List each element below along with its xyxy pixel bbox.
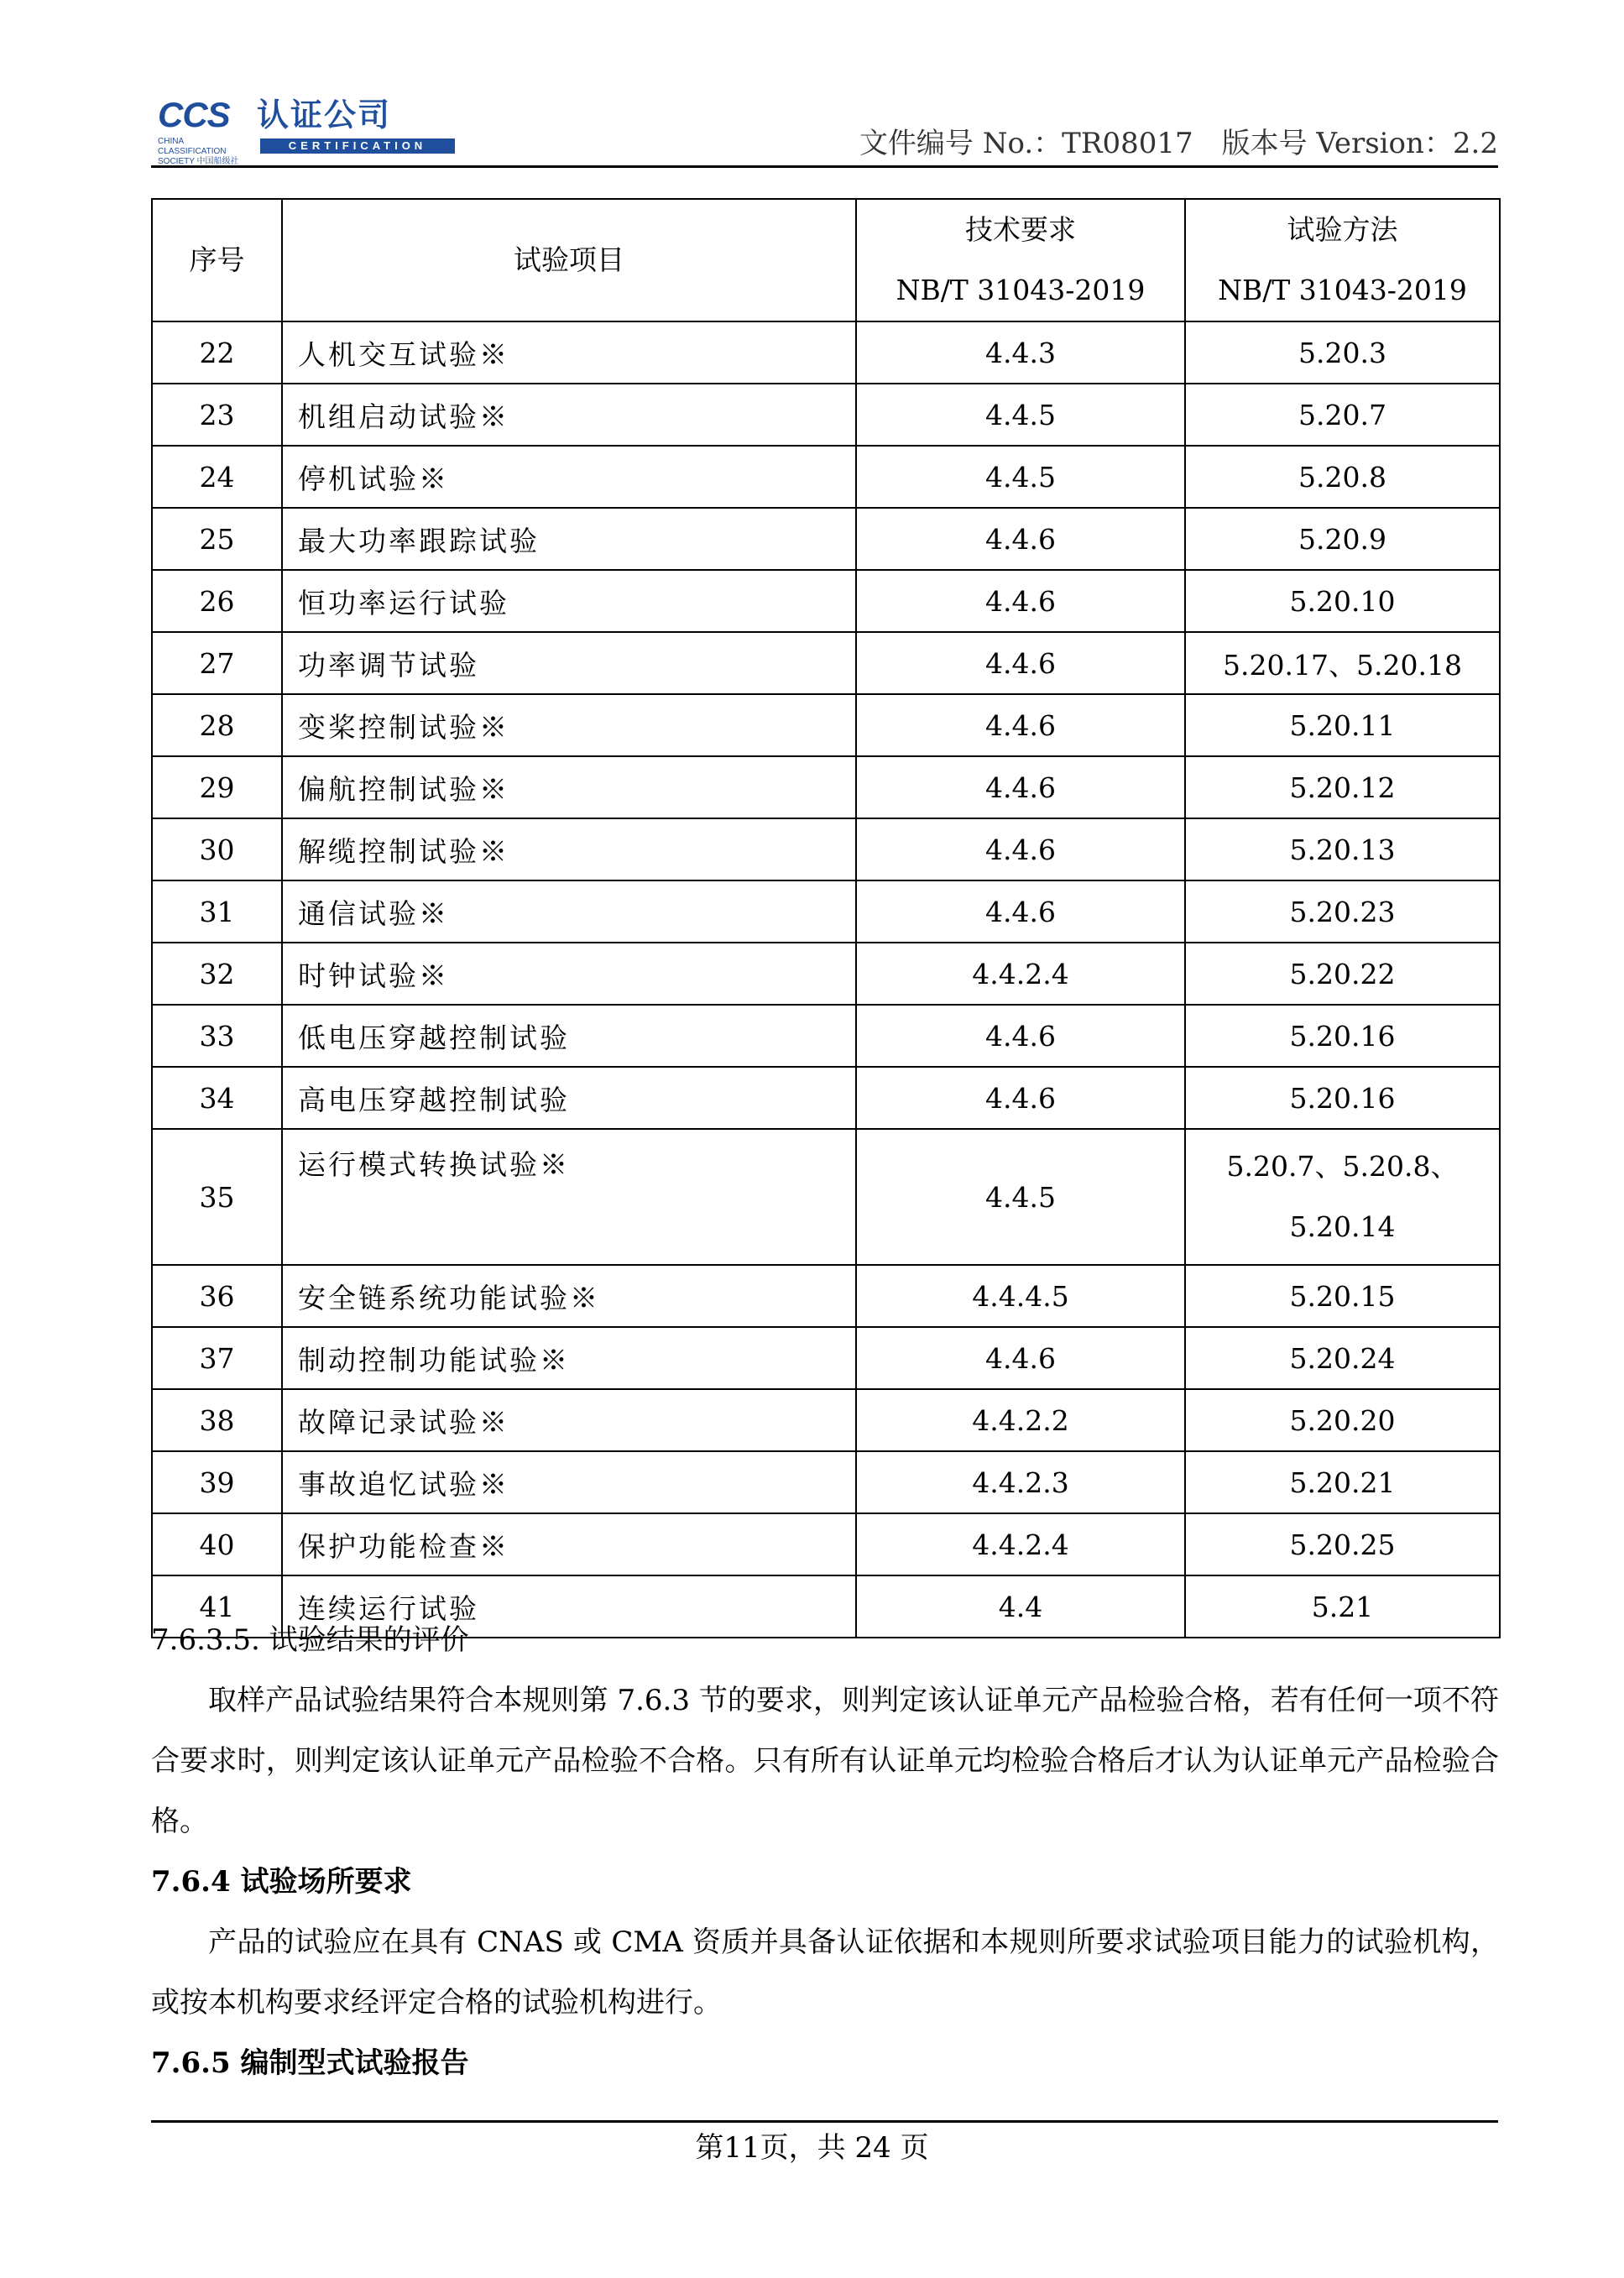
row-method: 5.20.10 — [1185, 570, 1500, 632]
row-requirement: 4.4.2.3 — [856, 1451, 1185, 1513]
row-item: 低电压穿越控制试验 — [282, 1005, 856, 1067]
row-no: 37 — [152, 1327, 282, 1389]
row-item: 恒功率运行试验 — [282, 570, 856, 632]
row-requirement: 4.4.6 — [856, 694, 1185, 756]
section-7635-paragraph: 取样产品试验结果符合本规则第 7.6.3 节的要求，则判定该认证单元产品检验合格，若有任何一项不符合要求时，则判定该认证单元产品检验不合格。只有所有认证单元均检验合格后才认为认证单元产品检验合格。 — [151, 1684, 1499, 1838]
row-method: 5.20.16 — [1185, 1005, 1500, 1067]
row-no: 35 — [152, 1129, 282, 1265]
row-no: 28 — [152, 694, 282, 756]
row-no: 38 — [152, 1389, 282, 1451]
table-row — [152, 1129, 1500, 1265]
row-no: 36 — [152, 1265, 282, 1327]
row-item: 事故追忆试验※ — [282, 1451, 856, 1513]
table-row — [152, 818, 1500, 880]
row-item: 故障记录试验※ — [282, 1389, 856, 1451]
logo-cn-text: 认证公司 — [257, 97, 392, 133]
row-requirement: 4.4.6 — [856, 1005, 1185, 1067]
row-no: 33 — [152, 1005, 282, 1067]
row-requirement: 4.4.6 — [856, 570, 1185, 632]
row-requirement: 4.4 — [856, 1575, 1185, 1638]
row-method: 5.20.16 — [1185, 1067, 1500, 1129]
row-item: 时钟试验※ — [282, 943, 856, 1005]
row-item: 偏航控制试验※ — [282, 756, 856, 818]
page-number: 第11页，共 24 页 — [695, 2131, 929, 2165]
logo-cert-text: CERTIFICATION — [260, 138, 455, 154]
row-no: 31 — [152, 880, 282, 943]
table-row — [152, 1389, 1500, 1451]
table-row — [152, 943, 1500, 1005]
header-requirement-standard: NB/T 31043-2019 — [896, 274, 1146, 306]
row-method-line-1: 5.20.7、5.20.8、 — [1226, 1150, 1459, 1183]
row-method: 5.20.13 — [1185, 818, 1500, 880]
row-requirement: 4.4.6 — [856, 880, 1185, 943]
row-item: 变桨控制试验※ — [282, 694, 856, 756]
row-requirement: 4.4.6 — [856, 818, 1185, 880]
row-no: 26 — [152, 570, 282, 632]
row-no: 29 — [152, 756, 282, 818]
row-requirement: 4.4.6 — [856, 508, 1185, 570]
doc-number: 文件编号 No.：TR08017 版本号 Version：2.2 — [859, 127, 1498, 160]
section-764-title: 7.6.4 试验场所要求 — [151, 1865, 412, 1899]
row-item: 通信试验※ — [282, 880, 856, 943]
table-row — [152, 1451, 1500, 1513]
row-no: 30 — [152, 818, 282, 880]
row-method: 5.20.3 — [1185, 321, 1500, 384]
section-765-title: 7.6.5 编制型式试验报告 — [151, 2046, 469, 2080]
row-requirement: 4.4.2.4 — [856, 1513, 1185, 1575]
row-no: 41 — [152, 1575, 282, 1638]
table-row — [152, 1005, 1500, 1067]
row-method: 5.20.9 — [1185, 508, 1500, 570]
table-row — [152, 1513, 1500, 1575]
table-row — [152, 384, 1500, 446]
row-no: 32 — [152, 943, 282, 1005]
table-row — [152, 756, 1500, 818]
table-row — [152, 446, 1500, 508]
ccs-logo — [158, 95, 460, 166]
footer-divider — [151, 2120, 1498, 2123]
table-row — [152, 508, 1500, 570]
row-method: 5.20.24 — [1185, 1327, 1500, 1389]
row-no: 24 — [152, 446, 282, 508]
row-item: 连续运行试验 — [282, 1575, 856, 1638]
table-row — [152, 1265, 1500, 1327]
table-row — [152, 321, 1500, 384]
page-header — [151, 88, 1498, 165]
row-method: 5.20.7 — [1185, 384, 1500, 446]
row-no: 23 — [152, 384, 282, 446]
header-no: 序号 — [152, 199, 282, 321]
section-764-paragraph: 产品的试验应在具有 CNAS 或 CMA 资质并具备认证依据和本规则所要求试验项目能力的试验机构，或按本机构要求经评定合格的试验机构进行。 — [151, 1925, 1499, 2019]
row-item: 机组启动试验※ — [282, 384, 856, 446]
row-method: 5.20.25 — [1185, 1513, 1500, 1575]
row-no: 22 — [152, 321, 282, 384]
row-requirement: 4.4.3 — [856, 321, 1185, 384]
header-method-standard: NB/T 31043-2019 — [1218, 274, 1467, 306]
test-items-table — [151, 198, 1501, 1638]
header-method-label: 试验方法 — [1287, 213, 1398, 246]
section-body — [151, 1610, 1499, 2093]
row-requirement: 4.4.5 — [856, 384, 1185, 446]
row-item: 安全链系统功能试验※ — [282, 1265, 856, 1327]
row-requirement: 4.4.6 — [856, 1067, 1185, 1129]
row-no: 34 — [152, 1067, 282, 1129]
row-method: 5.20.23 — [1185, 880, 1500, 943]
row-item: 人机交互试验※ — [282, 321, 856, 384]
row-item: 功率调节试验 — [282, 632, 856, 694]
header-divider — [151, 165, 1498, 168]
row-requirement: 4.4.2.2 — [856, 1389, 1185, 1451]
row-item: 高电压穿越控制试验 — [282, 1067, 856, 1129]
logo-ccs-text: CCS — [158, 95, 230, 134]
section-7635-title: 7.6.3.5. 试验结果的评价 — [151, 1623, 469, 1657]
header-item: 试验项目 — [282, 199, 856, 321]
row-no: 40 — [152, 1513, 282, 1575]
row-method: 5.20.11 — [1185, 694, 1500, 756]
header-requirement-label: 技术要求 — [965, 213, 1076, 246]
row-item: 保护功能检查※ — [282, 1513, 856, 1575]
row-item: 运行模式转换试验※ — [282, 1129, 856, 1265]
header-method — [1185, 199, 1500, 321]
row-item: 解缆控制试验※ — [282, 818, 856, 880]
row-method: 5.20.8 — [1185, 446, 1500, 508]
row-method: 5.20.12 — [1185, 756, 1500, 818]
row-no: 25 — [152, 508, 282, 570]
row-method: 5.20.20 — [1185, 1389, 1500, 1451]
table-row — [152, 570, 1500, 632]
row-method: 5.20.22 — [1185, 943, 1500, 1005]
row-item: 最大功率跟踪试验 — [282, 508, 856, 570]
row-method — [1185, 1129, 1500, 1265]
row-item: 制动控制功能试验※ — [282, 1327, 856, 1389]
table-header-row — [152, 199, 1500, 321]
row-requirement: 4.4.6 — [856, 756, 1185, 818]
row-requirement: 4.4.4.5 — [856, 1265, 1185, 1327]
row-requirement: 4.4.6 — [856, 1327, 1185, 1389]
logo-sub-text: CHINA CLASSIFICATION SOCIETY 中国船级社 — [158, 137, 239, 166]
row-method: 5.20.21 — [1185, 1451, 1500, 1513]
row-requirement: 4.4.5 — [856, 1129, 1185, 1265]
row-method: 5.20.17、5.20.18 — [1185, 632, 1500, 694]
table-row — [152, 694, 1500, 756]
row-no: 39 — [152, 1451, 282, 1513]
row-no: 27 — [152, 632, 282, 694]
table-row — [152, 632, 1500, 694]
header-requirement — [856, 199, 1185, 321]
table-row — [152, 1327, 1500, 1389]
table-row — [152, 880, 1500, 943]
row-item: 停机试验※ — [282, 446, 856, 508]
row-method-line-2: 5.20.14 — [1289, 1210, 1396, 1243]
row-requirement: 4.4.6 — [856, 632, 1185, 694]
row-requirement: 4.4.5 — [856, 446, 1185, 508]
table-row — [152, 1067, 1500, 1129]
row-method: 5.21 — [1185, 1575, 1500, 1638]
row-method: 5.20.15 — [1185, 1265, 1500, 1327]
row-requirement: 4.4.2.4 — [856, 943, 1185, 1005]
